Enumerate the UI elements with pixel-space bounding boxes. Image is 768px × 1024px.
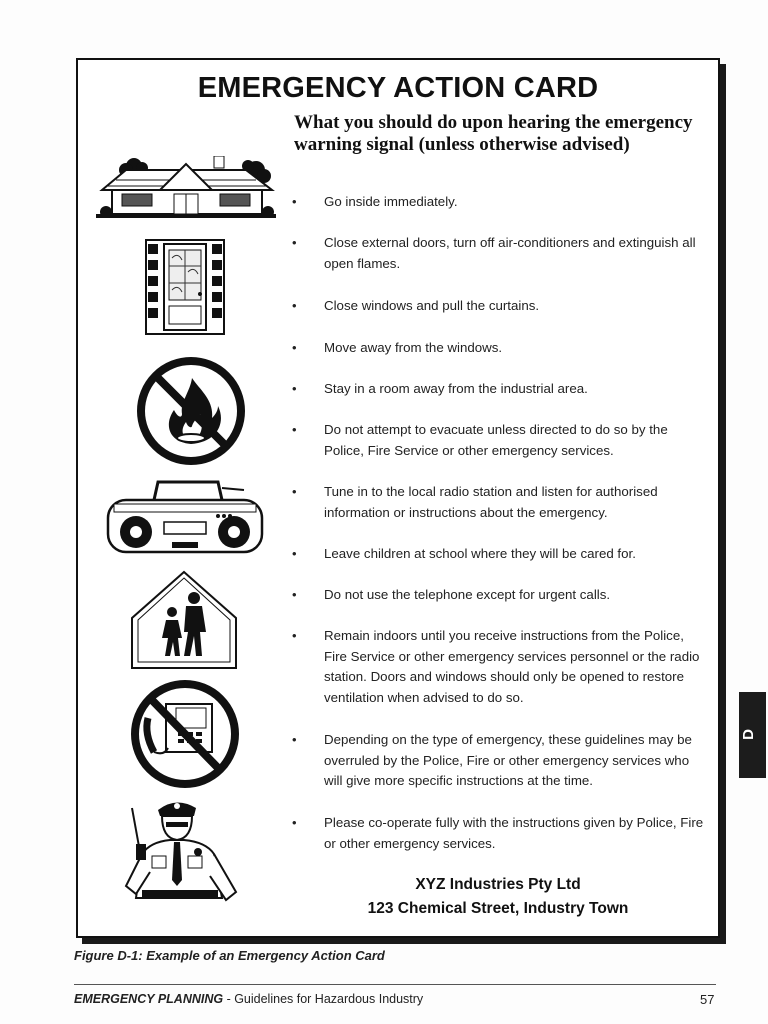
footer-title [74,992,423,1006]
list-item: • Move away from the windows. [292,340,503,355]
footer-title-rest: - Guidelines for Hazardous Industry [223,992,424,1006]
list-item: • Remain indoors until you receive instructions from the Police, Fire Service or other emergency services personnel or the radio station. Doors and windows should only be opened to restore ventilation when advised to do so. [292,628,700,706]
list-item: • Go inside immediately. [292,194,458,209]
footer-title-bold: EMERGENCY PLANNING [74,992,224,1006]
footer-divider [74,984,716,985]
list-item: • Leave children at school where they will be cared for. [292,546,636,561]
section-tab [739,692,766,778]
list-item: • Depending on the type of emergency, these guidelines may be overruled by the Police, Fire or other emergency services who will give more specific instructions at the time. [292,732,692,789]
card-subtitle: What you should do upon hearing the emergency warning signal (unless otherwise advised) [294,112,693,155]
list-item: • Close external doors, turn off air-conditioners and extinguish all open flames. [292,235,696,271]
list-item: • Stay in a room away from the industrial area. [292,381,588,396]
no-fire-icon [134,356,248,466]
card-title: EMERGENCY ACTION CARD [197,72,599,104]
list-item: • Do not use the telephone except for urgent calls. [292,587,611,602]
company-address: 123 Chemical Street, Industry Town [367,900,629,917]
section-tab-label: D [739,729,757,740]
house-icon [96,156,276,220]
emergency-action-card [76,58,720,938]
police-officer-icon [122,794,258,918]
children-crossing-icon [128,568,240,672]
door-icon [144,238,226,336]
no-telephone-icon [126,678,244,790]
radio-icon [106,478,264,558]
list-item: • Tune in to the local radio station and listen for authorised information or instructions about the emergency. [292,484,658,520]
list-item: • Close windows and pull the curtains. [292,298,540,313]
figure-caption: Figure D-1: Example of an Emergency Action Card [74,948,385,963]
page-number: 57 [700,992,715,1007]
list-item: • Do not attempt to evacuate unless directed to do so by the Police, Fire Service or other emergency services. [292,422,668,458]
list-item: • Please co-operate fully with the instructions given by Police, Fire or other emergency services. [292,815,704,851]
company-name: XYZ Industries Pty Ltd [415,876,581,893]
